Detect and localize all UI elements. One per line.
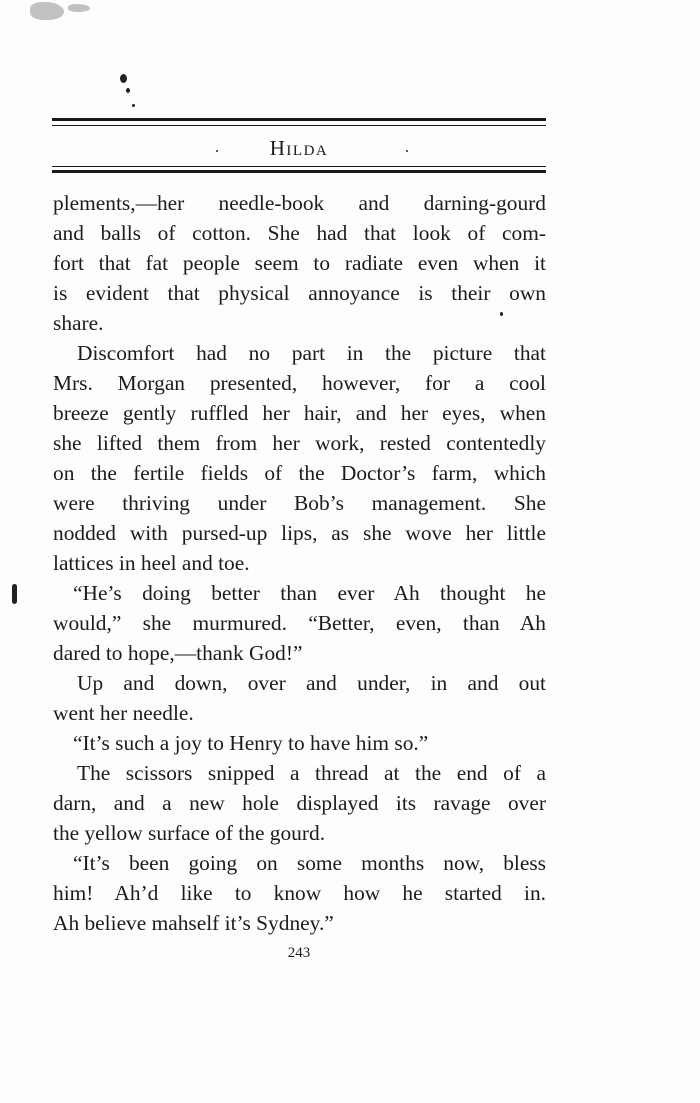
ink-smudge (68, 4, 90, 12)
text-line: “It’s been going on some months now, bless (73, 851, 546, 875)
text-line: “It’s such a joy to Henry to have him so.” (73, 731, 429, 755)
text-line: on the fertile fields of the Doctor’s farm, which (53, 461, 546, 485)
text-line: him! Ah’d like to know how he started in. (53, 881, 546, 905)
header-rule-bottom (52, 170, 546, 173)
header-rule-top-thin (52, 125, 546, 126)
text-line: nodded with pursed-up lips, as she wove her little (53, 521, 546, 545)
text-line: the yellow surface of the gourd. (53, 821, 326, 845)
page-number: 243 (287, 945, 311, 961)
text-line: The scissors snipped a thread at the end of a (77, 761, 546, 785)
ink-speck (132, 104, 135, 107)
ink-smudge (30, 2, 64, 20)
text-line: were thriving under Bob’s management. She (53, 491, 546, 515)
running-head: Hilda (269, 136, 329, 160)
header-rule-bottom-thin (52, 166, 546, 167)
text-line: Discomfort had no part in the picture that (77, 341, 546, 365)
text-line: would,” she murmured. “Better, even, than Ah (53, 611, 546, 635)
text-line: dared to hope,—thank God!” (53, 641, 303, 665)
text-line: share. (53, 311, 104, 335)
text-line: darn, and a new hole displayed its ravage over (53, 791, 546, 815)
text-line: breeze gently ruffled her hair, and her eyes, when (53, 401, 546, 425)
text-line: Up and down, over and under, in and out (77, 671, 546, 695)
text-line: fort that fat people seem to radiate even when it (53, 251, 546, 275)
ink-speck (120, 74, 127, 83)
ink-speck (12, 584, 17, 604)
body-text (53, 188, 546, 938)
text-line: is evident that physical annoyance is their own (53, 281, 546, 305)
text-line: Ah believe mahself it’s Sydney.” (53, 911, 334, 935)
text-line: and balls of cotton. She had that look of com- (53, 221, 546, 245)
text-line: went her needle. (53, 701, 194, 725)
text-line: plements,—her needle-book and darning-gourd (53, 191, 546, 215)
text-line: “He’s doing better than ever Ah thought he (73, 581, 546, 605)
text-line: Mrs. Morgan presented, however, for a cool (53, 371, 546, 395)
header-rule-top (52, 118, 546, 121)
text-line: she lifted them from her work, rested contentedly (53, 431, 546, 455)
ink-speck (126, 88, 130, 93)
text-line: lattices in heel and toe. (53, 551, 250, 575)
